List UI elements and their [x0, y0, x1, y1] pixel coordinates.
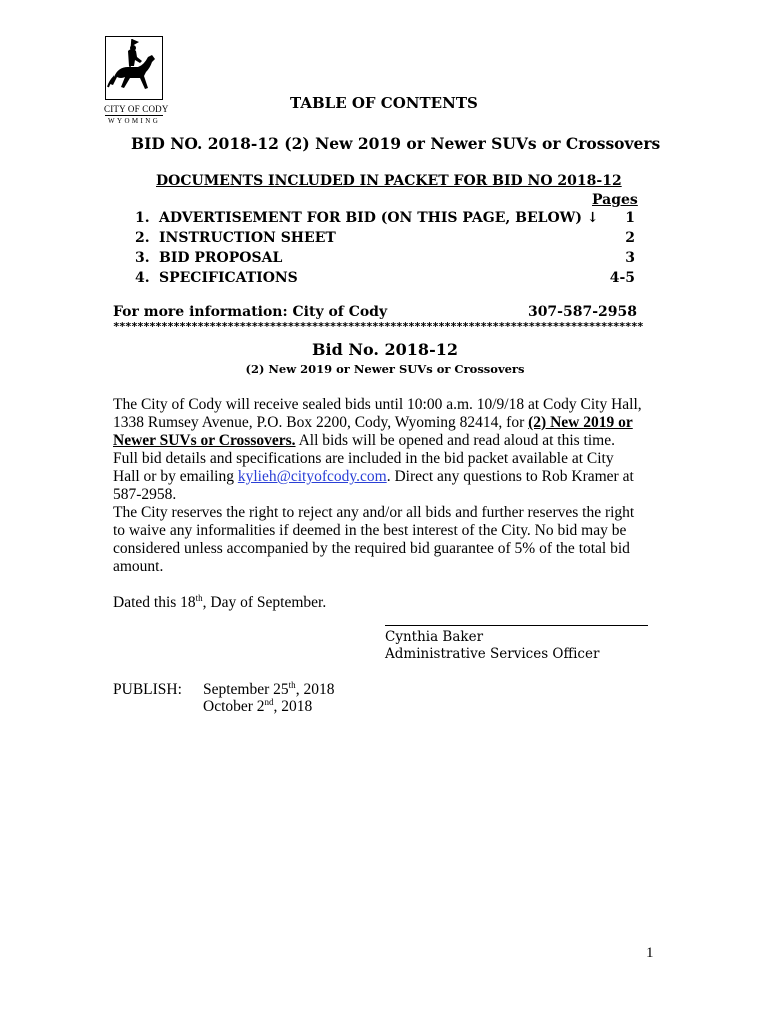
paragraph-text: . Direct any questions to Rob Kramer at 587-2958. [113, 468, 634, 503]
city-of-cody-logo [104, 36, 169, 130]
publish-date-text: , 2018 [273, 698, 313, 715]
toc-item-label: BID PROPOSAL [159, 250, 283, 266]
email-link[interactable]: kylieh@cityofcody.com [237, 468, 387, 485]
logo-divider [105, 115, 163, 116]
ordinal-suffix: th [195, 592, 203, 603]
toc-item-label: ADVERTISEMENT FOR BID (ON THIS PAGE, BELOW) ↓ [159, 210, 599, 226]
publish-date-text: September 25 [203, 681, 289, 698]
publish-date [203, 698, 312, 716]
paragraph-text: All bids will be opened and read aloud at this time. Full bid details and specifications are included in the bid packet available at City Hall or by emailing [113, 432, 615, 485]
publish-date-text: , 2018 [295, 681, 335, 698]
ordinal-suffix: th [288, 679, 296, 690]
dated-text: Dated this 18 [113, 594, 196, 611]
page-title: TABLE OF CONTENTS [290, 94, 478, 112]
paragraph-text: The City of Cody will receive sealed bids until 10:00 a.m. 10/9/18 at Cody City Hall, 1338 Rumsey Avenue, P.O. Box 2200, Cody, Wyoming 82414, for [113, 396, 642, 431]
toc-item [135, 210, 635, 230]
toc-item-pages: 3 [625, 250, 635, 266]
bid-number-heading: Bid No. 2018-12 [312, 340, 458, 359]
dated-text: , Day of September. [202, 594, 327, 611]
page-number: 1 [646, 945, 654, 961]
toc-item [135, 250, 635, 270]
bid-paragraph-2: The City reserves the right to reject any and/or all bids and further reserves the right to waive any informalities if deemed in the best interest of the City. No bid may be considered unless accompanied by the required bid guarantee of 5% of the total bid amount. [113, 504, 635, 575]
toc-item-pages: 1 [625, 210, 635, 226]
asterisk-separator: **************************************************************************************** [113, 320, 643, 333]
toc-item-label: INSTRUCTION SHEET [159, 230, 336, 246]
bid-item-emphasis: (2) New 2019 or Newer SUVs or Crossovers. [113, 414, 633, 449]
toc-item-pages: 2 [625, 230, 635, 246]
dated-line [113, 594, 643, 612]
toc-item-number: 3. [135, 250, 150, 266]
horse-rider-icon [106, 37, 162, 99]
pages-column-label: Pages [592, 192, 638, 208]
logo-state-text: WYOMING [108, 117, 161, 125]
bid-header: BID NO. 2018-12 (2) New 2019 or Newer SUVs or Crossovers [131, 134, 661, 153]
toc-item-number: 2. [135, 230, 150, 246]
contact-phone: 307-587-2958 [527, 304, 637, 320]
bid-subtitle: (2) New 2019 or Newer SUVs or Crossovers [245, 362, 525, 376]
signature-line [385, 625, 648, 626]
toc-item [135, 230, 635, 250]
toc-item-number: 1. [135, 210, 150, 226]
logo-emblem-frame [105, 36, 163, 100]
toc-item-label: SPECIFICATIONS [159, 270, 298, 286]
toc-item-pages: 4-5 [609, 270, 635, 286]
toc-item [135, 270, 635, 290]
publish-date-text: October 2 [203, 698, 265, 715]
signer-name: Cynthia Baker [385, 629, 484, 645]
logo-city-text: CITY OF CODY [104, 104, 169, 114]
contact-info-label: For more information: City of Cody [113, 304, 388, 320]
documents-heading: DOCUMENTS INCLUDED IN PACKET FOR BID NO 2018-12 [156, 173, 622, 189]
signer-title: Administrative Services Officer [385, 646, 600, 662]
bid-paragraph-1 [113, 396, 643, 504]
publish-label: PUBLISH: [113, 681, 182, 698]
toc-item-number: 4. [135, 270, 150, 286]
ordinal-suffix: nd [264, 696, 274, 707]
